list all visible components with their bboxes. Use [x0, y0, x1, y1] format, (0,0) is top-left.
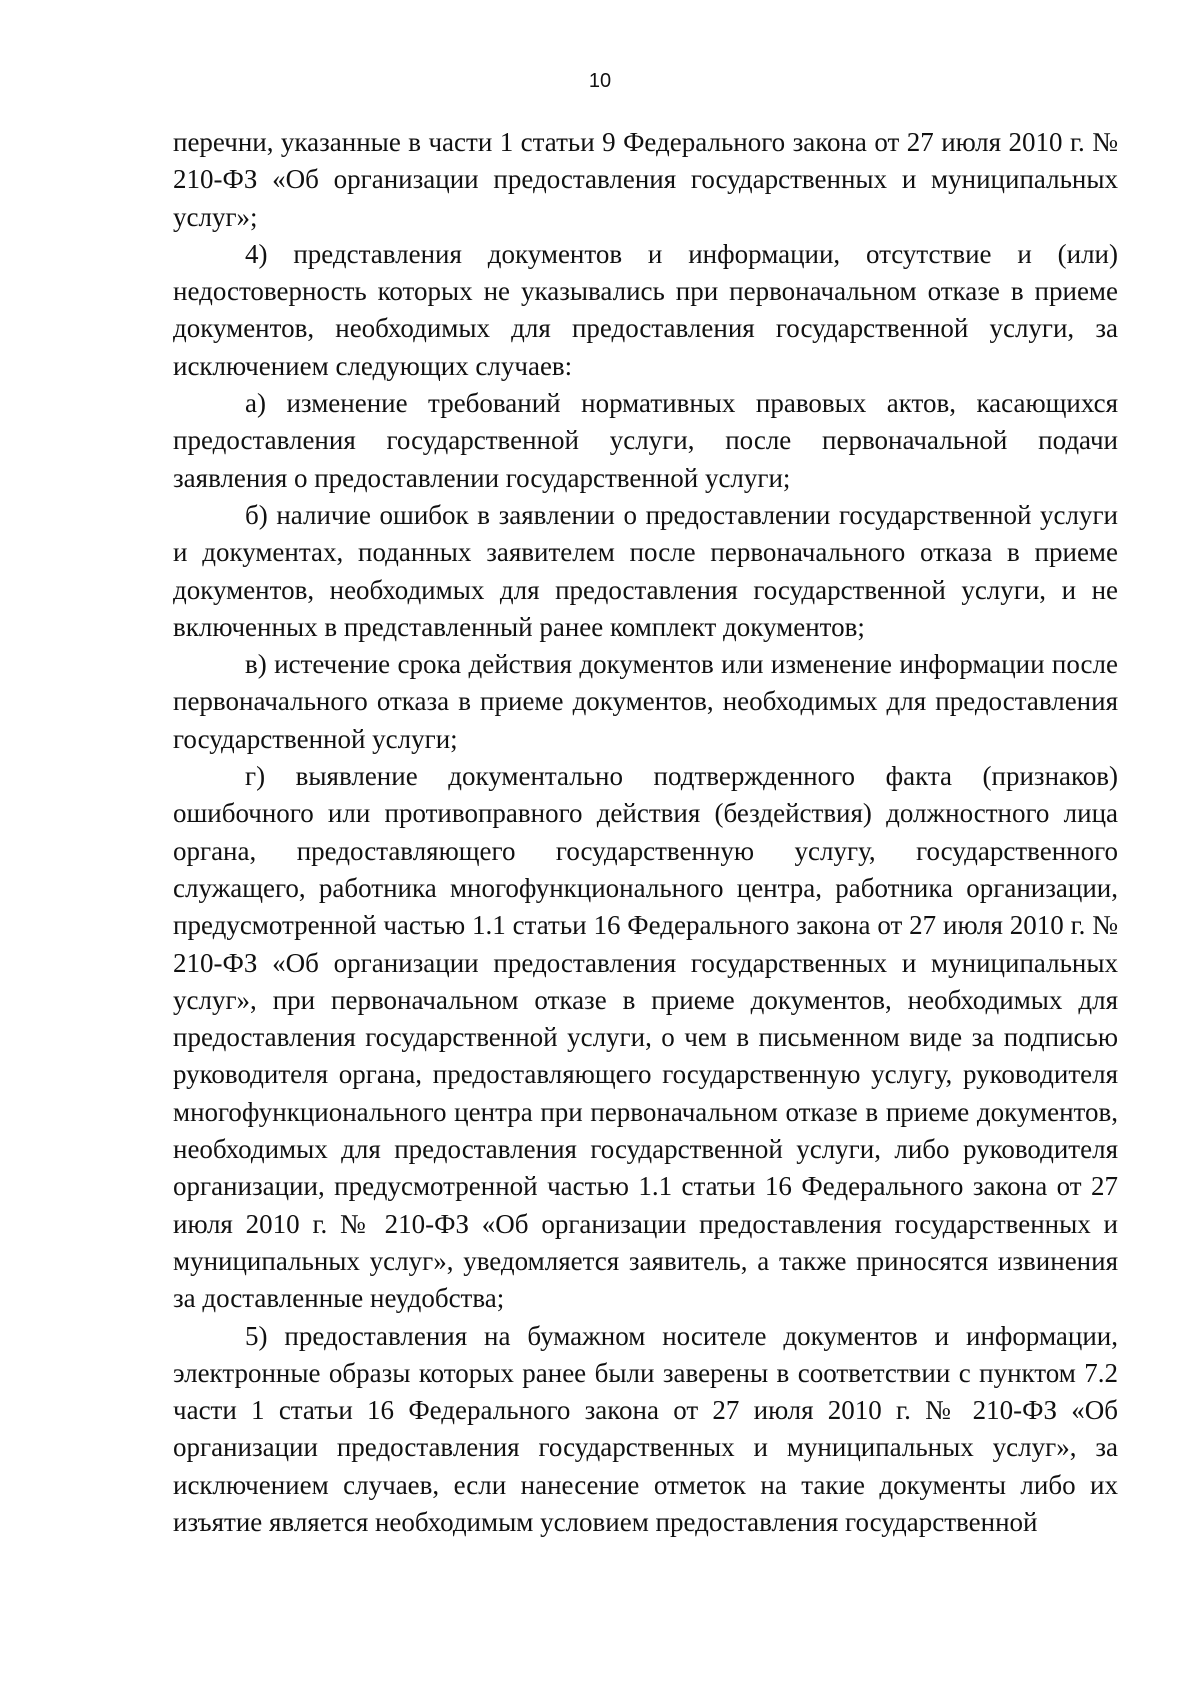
paragraph-item-5: 5) предоставления на бумажном носителе документов и информации, электронные образы которых ранее были заверены в соответствии с пунктом 7.2 части 1 статьи 16 Федерального закона от 27 июля 2010 г. № 210-ФЗ «Об организации предоставления государственных и муниципальных услуг», за исключением случаев, если нанесение отметок на такие документы либо их изъятие является необходимым условием предоставления государственной — [173, 1320, 1118, 1537]
page-number: 10 — [588, 70, 612, 92]
paragraph-item-4: 4) представления документов и информации, отсутствие и (или) недостоверность которых не указывались при первоначальном отказе в приеме документов, необходимых для предоставления государственной услуги, за исключением следующих случаев: — [173, 238, 1118, 381]
paragraph-subitem-b: б) наличие ошибок в заявлении о предоставлении государственной услуги и документах, поданных заявителем после первоначального отказа в приеме документов, необходимых для предоставления государственной услуги, и не включенных в представленный ранее комплект документов; — [173, 499, 1118, 642]
paragraph-subitem-v: в) истечение срока действия документов или изменение информации после первоначального отказа в приеме документов, необходимых для предоставления государственной услуги; — [173, 649, 1118, 754]
paragraph-continuation: перечни, указанные в части 1 статьи 9 Федерального закона от 27 июля 2010 г. № 210-ФЗ «Об организации предоставления государственных и муниципальных услуг»; — [173, 127, 1118, 232]
paragraph-subitem-a: а) изменение требований нормативных правовых актов, касающихся предоставления государственной услуги, после первоначальной подачи заявления о предоставлении государственной услуги; — [173, 388, 1118, 493]
paragraph-subitem-g: г) выявление документально подтвержденного факта (признаков) ошибочного или противоправного действия (бездействия) должностного лица органа, предоставляющего государственную услугу, государственного служащего, работника многофункционального центра, работника организации, предусмотренной частью 1.1 статьи 16 Федерального закона от 27 июля 2010 г. № 210-ФЗ «Об организации предоставления государственных и муниципальных услуг», при первоначальном отказе в приеме документов, необходимых для предоставления государственной услуги, о чем в письменном виде за подписью руководителя органа, предоставляющего государственную услугу, руководителя многофункционального центра при первоначальном отказе в приеме документов, необходимых для предоставления государственной услуги, либо руководителя организации, предусмотренной частью 1.1 статьи 16 Федерального закона от 27 июля 2010 г. № 210-ФЗ «Об организации предоставления государственных и муниципальных услуг», уведомляется заявитель, а также приносятся извинения за доставленные неудобства; — [173, 761, 1118, 1314]
document-body — [173, 124, 1118, 1541]
